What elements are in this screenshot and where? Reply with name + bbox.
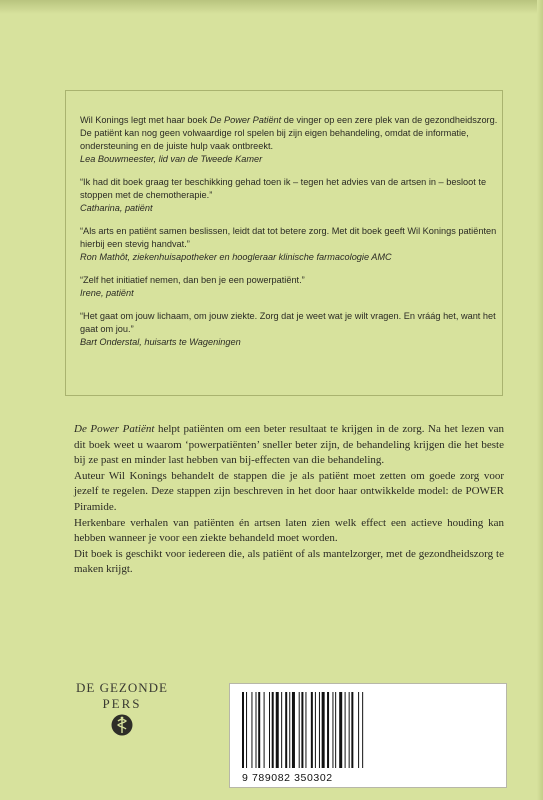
quote-author: Irene, patiënt [80,288,134,298]
quote-author: Catharina, patiënt [80,203,153,213]
barcode-bar [335,692,336,768]
barcode-bar [251,692,252,768]
book-title-inline: De Power Patiënt [74,423,155,435]
quote-text: “Ik had dit boek graag ter beschikking gehad toen ik – tegen het advies van de artsen in – besloot te stoppen met de chemotherapie.” [80,177,487,200]
spine-edge [537,0,543,800]
barcode-bar [285,692,287,768]
description-paragraph: Dit boek is geschikt voor iedereen die, als patiënt of als mantelzorger, met de gezondheidszorg te maken krijgt. [74,547,504,576]
barcode-bar [281,692,282,768]
barcode-bar [332,692,333,768]
barcode-bar [292,692,295,768]
publisher-name-line2: PERS [102,696,142,711]
barcode-bar [315,692,316,768]
endorsement-quotes [80,114,500,359]
book-description [74,422,504,578]
barcode-bar [299,692,300,768]
quote-text: “Het gaat om jouw lichaam, om jouw ziekte. Zorg dat je weet wat je wilt vragen. En vráág het, want het gaat om jou.” [80,311,496,334]
barcode-bar [256,692,257,768]
quote-2 [80,176,500,215]
top-edge-shadow [0,0,543,14]
publisher-logo [72,680,172,736]
barcode-bar [272,692,274,768]
barcode-bar [362,692,363,768]
barcode-bar [242,692,244,768]
quote-text: “Als arts en patiënt samen beslissen, leidt dat tot betere zorg. Met dit boek geeft Wil Konings patiënten hierbij een stevig handvat.” [80,226,497,249]
barcode-bar [301,692,303,768]
quote-text: Wil Konings legt met haar boek De Power Patiënt de vinger op een zere plek van de gezondheidszorg. De patiënt kan nog geen volwaardige rol spelen bij zijn eigen behandeling, omdat de informatie, ondersteuning en de juiste hulp vaak ontbreekt. [80,115,498,151]
barcode-bar [349,692,350,768]
barcode-bar [269,692,270,768]
barcode-bar [339,692,342,768]
isbn-number: 9 789082 350302 [242,772,333,784]
book-title-inline: De Power Patiënt [209,115,282,125]
barcode-bar [276,692,279,768]
barcode-bars [230,684,508,774]
barcode-bar [305,692,306,768]
quote-1 [80,114,500,166]
barcode-bar [319,692,320,768]
description-paragraph: De Power Patiënt helpt patiënten om een beter resultaat te krijgen in de zorg. Na het lezen van dit boek weet u waarom ‘powerpatiënten’ sneller beter zijn, de behandeling krijgen die het beste bij ze past en minder last hebben van bij-effecten van die behandeling. [74,423,504,467]
barcode-bar [311,692,313,768]
quote-author: Lea Bouwmeester, lid van de Tweede Kamer [80,154,263,164]
quote-5 [80,310,500,349]
barcode-bar [322,692,325,768]
barcode-bar [246,692,247,768]
caduceus-icon [111,714,133,736]
publisher-name-line1: DE GEZONDE [76,680,168,695]
quote-author: Ron Mathôt, ziekenhuisapotheker en hoogleraar klinische farmacologie AMC [80,252,392,262]
barcode-bar [289,692,290,768]
barcode-bar [351,692,353,768]
barcode-bar [327,692,329,768]
barcode-bar [345,692,346,768]
quote-4 [80,274,500,300]
description-paragraph: Auteur Wil Konings behandelt de stappen die je als patiënt moet zetten om goede zorg voor jezelf te regelen. Deze stappen zijn beschreven in het door haar ontwikkelde model: de POWER Piramide. [74,469,504,513]
barcode-bar [264,692,265,768]
isbn-barcode [229,683,507,788]
description-paragraph: Herkenbare verhalen van patiënten én artsen laten zien welk effect een actieve houding kan hebben wanneer je voor een ziekte behandeld moet worden. [74,516,504,545]
quote-3 [80,225,500,264]
quote-author: Bart Onderstal, huisarts te Wageningen [80,337,241,347]
quote-text: “Zelf het initiatief nemen, dan ben je een powerpatiënt.” [80,275,305,285]
barcode-bar [258,692,260,768]
barcode-bar [358,692,359,768]
